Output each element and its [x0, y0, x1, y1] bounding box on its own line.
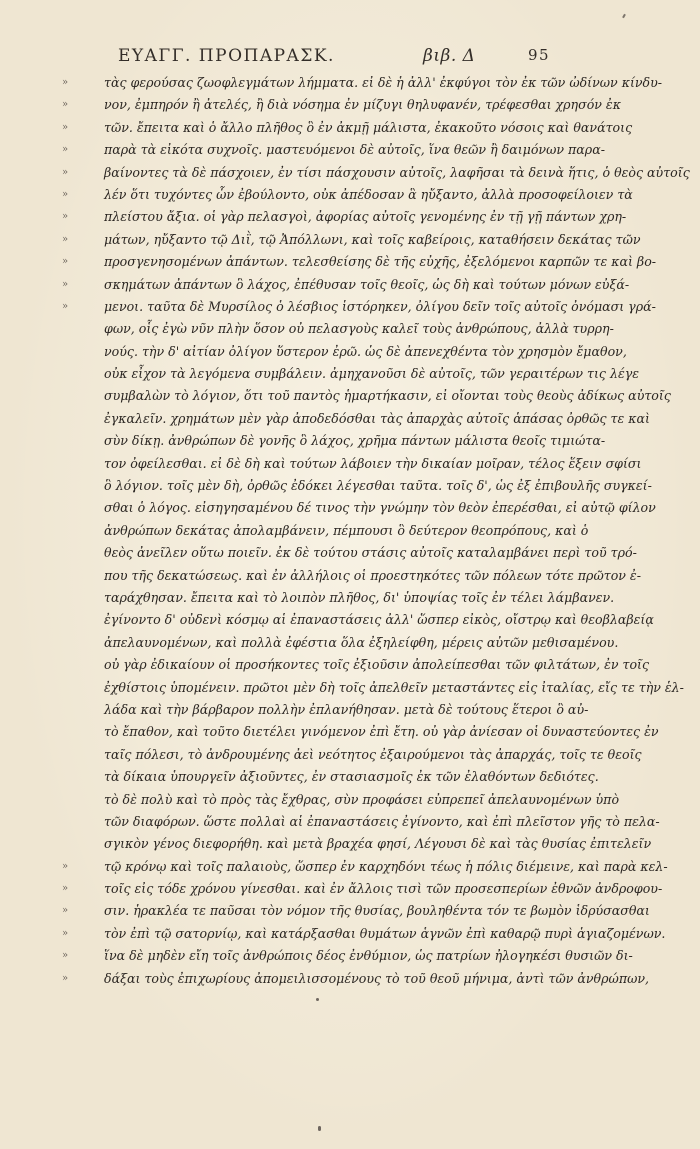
text-line	[62, 430, 606, 452]
line-text: ἀπελαυνομένων, καὶ πολλὰ ἐφέστια ὅλα ἐξηλείφθη, μέρεις αὐτῶν μεθισαμένου.	[104, 634, 619, 650]
line-text: τοῖς εἰς τόδε χρόνου γίνεσθαι. καὶ ἐν ἄλλοις τισὶ τῶν προσεσπερίων ἐθνῶν ἀνδροφου-	[104, 881, 663, 897]
quote-mark: »	[62, 972, 69, 984]
text-line	[62, 162, 690, 184]
line-text: τὰ δίκαια ὑπουργεῖν ἀξιοῦντες, ἐν στασιασμοῖς ἐκ τῶν ἐλαθόντων δεδιότες.	[104, 769, 599, 785]
text-line	[62, 475, 652, 497]
quote-mark: »	[62, 905, 69, 917]
text-line	[62, 677, 684, 699]
line-text: σγικὸν γένος διεφορήθη. καὶ μετὰ βραχέα φησί, Λέγουσι δὲ καὶ τὰς θυσίας ἐπιτελεῖν	[104, 836, 652, 852]
line-text: σιν. ἡρακλέα τε παῦσαι τὸν νόμον τῆς θυσίας, βουληθέντα τόν τε βωμὸν ἱδρύσασθαι	[104, 903, 650, 919]
line-text: νούς. τὴν δ' αἰτίαν ὀλίγον ὕστερον ἐρῶ. ὡς δὲ ἀπενεχθέντα τὸν χρησμὸν ἔμαθον,	[104, 343, 627, 359]
text-line	[62, 766, 599, 788]
line-text: σὺν δίκῃ. ἀνθρώπων δὲ γονῆς ὃ λάχος, χρῆμα πάντων μάλιστα θεοῖς τιμιώτα-	[104, 433, 606, 449]
line-text: πλείστου ἄξια. οἱ γὰρ πελασγοὶ, ἀφορίας αὐτοῖς γενομένης ἐν τῇ γῇ πάντων χρη-	[104, 209, 627, 225]
text-line	[62, 856, 668, 878]
line-text: σκημάτων ἀπάντων ὃ λάχος, ἐπέθυσαν τοῖς θεοῖς, ὡς δὴ καὶ τούτων μόνων εὐξά-	[104, 276, 630, 292]
line-text: μάτων, ηὔξαντο τῷ Διῒ, τῷ Ἀπόλλωνι, καὶ τοῖς καβείροις, καταθήσειν δεκάτας τῶν	[104, 231, 641, 247]
text-line	[62, 565, 641, 587]
line-text: φων, οἷς ἐγὼ νῦν πλὴν ὅσον οὐ πελασγοὺς καλεῖ τοὺς ἀνθρώπους, ἀλλὰ τυρρη-	[104, 321, 614, 337]
text-line	[62, 945, 633, 967]
text-line	[62, 900, 650, 922]
text-line	[62, 609, 654, 631]
text-line	[62, 587, 615, 609]
text-line	[62, 789, 620, 811]
line-text: που τῆς δεκατώσεως. καὶ ἐν ἀλλήλοις οἱ προεστηκότες τῶν πόλεων τότε πρῶτον ἐ-	[104, 567, 641, 583]
quote-mark: »	[62, 77, 69, 88]
line-text: ὃ λόγιον. τοῖς μὲν δὴ, ὀρθῶς ἐδόκει λέγεσθαι ταῦτα. τοῖς δ', ὡς ἐξ ἐπιβουλῆς συγκεί-	[104, 478, 652, 494]
text-line	[62, 632, 619, 654]
line-text: τῶν. ἔπειτα καὶ ὁ ἄλλο πλῆθος ὃ ἐν ἀκμῇ μάλιστα, ἐκακοῦτο νόσοις καὶ θανάτοις	[104, 119, 633, 135]
line-text: τὸ ἔπαθον, καὶ τοῦτο διετέλει γινόμενον ἐπὶ ἔτη. οὐ γὰρ ἀνίεσαν οἱ δυναστεύοντες ἐν	[104, 724, 659, 740]
paper-speck	[622, 14, 626, 18]
text-line	[62, 744, 642, 766]
text-line	[62, 94, 621, 116]
text-line	[62, 206, 627, 228]
line-text: νον, ἐμπηρόν ἢ ἀτελές, ἢ διὰ νόσημα ἐν μίζυγι θηλυφανέν, τρέφεσθαι χρησόν ἐκ	[104, 97, 621, 113]
quote-mark: »	[62, 860, 69, 872]
text-line	[62, 385, 671, 407]
text-line	[62, 721, 659, 743]
quote-mark: »	[62, 144, 69, 156]
text-line	[62, 833, 652, 855]
quote-mark: »	[62, 121, 69, 133]
text-line	[62, 72, 663, 94]
text-line	[62, 453, 642, 475]
text-line	[62, 520, 589, 542]
quote-mark: »	[62, 927, 69, 939]
line-text: ἀνθρώπων δεκάτας ἀπολαμβάνειν, πέμπουσι ὃ δεύτερον θεοπρόπους, καὶ ὁ	[104, 522, 589, 538]
running-title: ΕΥΑΓΓ. ΠΡΟΠΑΡΑΣΚ.	[118, 46, 335, 66]
text-line	[62, 318, 614, 340]
text-line	[62, 923, 666, 945]
text-line	[62, 878, 663, 900]
line-text: βαίνοντες τὰ δὲ πάσχοιεν, ἐν τίσι πάσχουσιν αὐτοῖς, λαφῆσαι τὰ δεινὰ ἥτις, ὁ θεὸς αὐτοῖς	[104, 164, 690, 180]
quote-mark: »	[62, 188, 69, 200]
line-text: ἐγίνοντο δ' οὐδενὶ κόσμῳ αἱ ἐπαναστάσεις ἀλλ' ὥσπερ εἰκὸς, οἴστρῳ καὶ θεοβλαβείᾳ	[104, 612, 654, 628]
line-text: σθαι ὁ λόγος. εἰσηγησαμένου δέ τινος τὴν γνώμην τὸν θεὸν ἐπερέσθαι, εἰ αὐτῷ φίλον	[104, 500, 656, 516]
line-text: ἐγκαλεῖν. χρημάτων μὲν γὰρ ἀποδεδόσθαι τὰς ἀπαρχὰς αὐτοῖς ἁπάσας ὀρθῶς τε καὶ	[104, 410, 650, 426]
line-text: ταράχθησαν. ἔπειτα καὶ τὸ λοιπὸν πλῆθος, δι' ὑποψίας τοῖς ἐν τέλει λάμβανεν.	[104, 589, 615, 605]
page-number: 95	[528, 46, 551, 64]
quote-mark: »	[62, 950, 69, 962]
line-text: ἵνα δὲ μηδὲν εἴη τοῖς ἀνθρώποις δέος ἐνθύμιον, ὡς πατρίων ἠλογηκέσι θυσιῶν δι-	[104, 948, 633, 964]
text-line	[62, 139, 605, 161]
quote-mark: »	[62, 256, 69, 268]
text-line	[62, 117, 633, 139]
quote-mark: »	[62, 211, 69, 223]
line-text: λάδα καὶ τὴν βάρβαρον πολλὴν ἐπλανήθησαν. μετὰ δὲ τούτους ἕτεροι ὃ αὐ-	[104, 701, 589, 717]
text-line	[62, 274, 630, 296]
book-number: βιβ. Δ	[423, 46, 476, 66]
text-line	[62, 542, 637, 564]
line-text: οὐ γὰρ ἐδικαίουν οἱ προσήκοντες τοῖς ἐξιοῦσιν ἀπολείπεσθαι τῶν φιλτάτων, ἐν τοῖς	[104, 657, 650, 673]
line-text: παρὰ τὰ εἰκότα συχνοῖς. μαστευόμενοι δὲ αὐτοῖς, ἵνα θεῶν ἢ δαιμόνων παρα-	[104, 142, 605, 158]
text-line	[62, 296, 656, 318]
line-text: συμβαλὼν τὸ λόγιον, ὅτι τοῦ παντὸς ἡμαρτήκασιν, εἰ οἴονται τοὺς θεοὺς ἀδίκως αὐτοῖς	[104, 388, 671, 404]
text-line	[62, 251, 657, 273]
line-text: θεὸς ἀνεῖλεν οὕτω ποιεῖν. ἐκ δὲ τούτου στάσις αὐτοῖς καταλαμβάνει περὶ τοῦ τρό-	[104, 545, 637, 561]
signature-dot	[316, 998, 319, 1001]
line-text: τῷ κρόνῳ καὶ τοῖς παλαιοὺς, ὥσπερ ἐν καρχηδόνι τέως ἡ πόλις διέμεινε, καὶ παρὰ κελ-	[104, 858, 668, 874]
quote-mark: »	[62, 166, 69, 178]
line-text: τὸν ἐπὶ τῷ σατορνίῳ, καὶ κατάρξασθαι θυμάτων ἁγνῶν ἐπὶ καθαρῷ πυρὶ ἁγιαζομένων.	[104, 925, 666, 941]
text-line	[62, 341, 627, 363]
text-line	[62, 968, 650, 990]
text-line	[62, 229, 641, 251]
line-text: ἐχθίστοις ὑπομένειν. πρῶτοι μὲν δὴ τοῖς ἀπελθεῖν μεταστάντες εἰς ἰταλίας, εἴς τε τὴν ἑλ-	[104, 679, 684, 695]
text-line	[62, 408, 650, 430]
text-line	[62, 699, 589, 721]
text-line	[62, 363, 639, 385]
text-line	[62, 184, 633, 206]
line-text: τὰς φερούσας ζωοφλεγμάτων λήμματα. εἰ δὲ ἡ ἀλλ' ἐκφύγοι τὸν ἐκ τῶν ὠδίνων κίνδυ-	[104, 75, 663, 90]
quote-mark: »	[62, 300, 69, 312]
bottom-mark	[318, 1126, 321, 1131]
quote-mark: »	[62, 233, 69, 245]
line-text: λέν ὅτι τυχόντες ὧν ἐβούλοντο, οὐκ ἀπέδοσαν ἃ ηὔξαντο, ἀλλὰ προσοφείλοιεν τὰ	[104, 186, 633, 202]
line-text: μενοι. ταῦτα δὲ Μυρσίλος ὁ λέσβιος ἱστόρηκεν, ὀλίγου δεῖν τοῖς αὐτοῖς ὀνόμασι γρά-	[104, 298, 656, 314]
text-line	[62, 811, 660, 833]
body-text	[62, 72, 690, 990]
line-text: οὐκ εἶχον τὰ λεγόμενα συμβάλειν. ἀμηχανοῦσι δὲ αὐτοῖς, τῶν γεραιτέρων τις λέγε	[104, 366, 639, 382]
quote-mark: »	[62, 278, 69, 290]
line-text: τὸ δὲ πολὺ καὶ τὸ πρὸς τὰς ἔχθρας, σὺν προφάσει εὐπρεπεῖ ἀπελαυνομένων ὑπὸ	[104, 791, 620, 807]
line-text: ταῖς πόλεσι, τὸ ἀνδρουμένης ἀεὶ νεότητος ἐξαιρούμενοι τὰς ἀπαρχάς, τοῖς τε θεοῖς	[104, 746, 642, 762]
quote-mark: »	[62, 99, 69, 111]
line-text: προσγενησομένων ἀπάντων. τελεσθείσης δὲ τῆς εὐχῆς, ἐξελόμενοι καρπῶν τε καὶ βο-	[104, 254, 657, 270]
line-text: δάξαι τοὺς ἐπιχωρίους ἀπομειλισσομένους τὸ τοῦ θεοῦ μήνιμα, ἀντὶ τῶν ἀνθρώπων,	[104, 970, 650, 986]
text-line	[62, 497, 656, 519]
text-line	[62, 654, 650, 676]
line-text: τον ὀφείλεσθαι. εἰ δὲ δὴ καὶ τούτων λάβοιεν τὴν δικαίαν μοῖραν, τέλος ἕξειν σφίσι	[104, 455, 642, 471]
quote-mark: »	[62, 883, 69, 895]
line-text: τῶν διαφόρων. ὥστε πολλαὶ αἱ ἐπαναστάσεις ἐγίνοντο, καὶ ἐπὶ πλεῖστον γῆς τὸ πελα-	[104, 813, 660, 829]
